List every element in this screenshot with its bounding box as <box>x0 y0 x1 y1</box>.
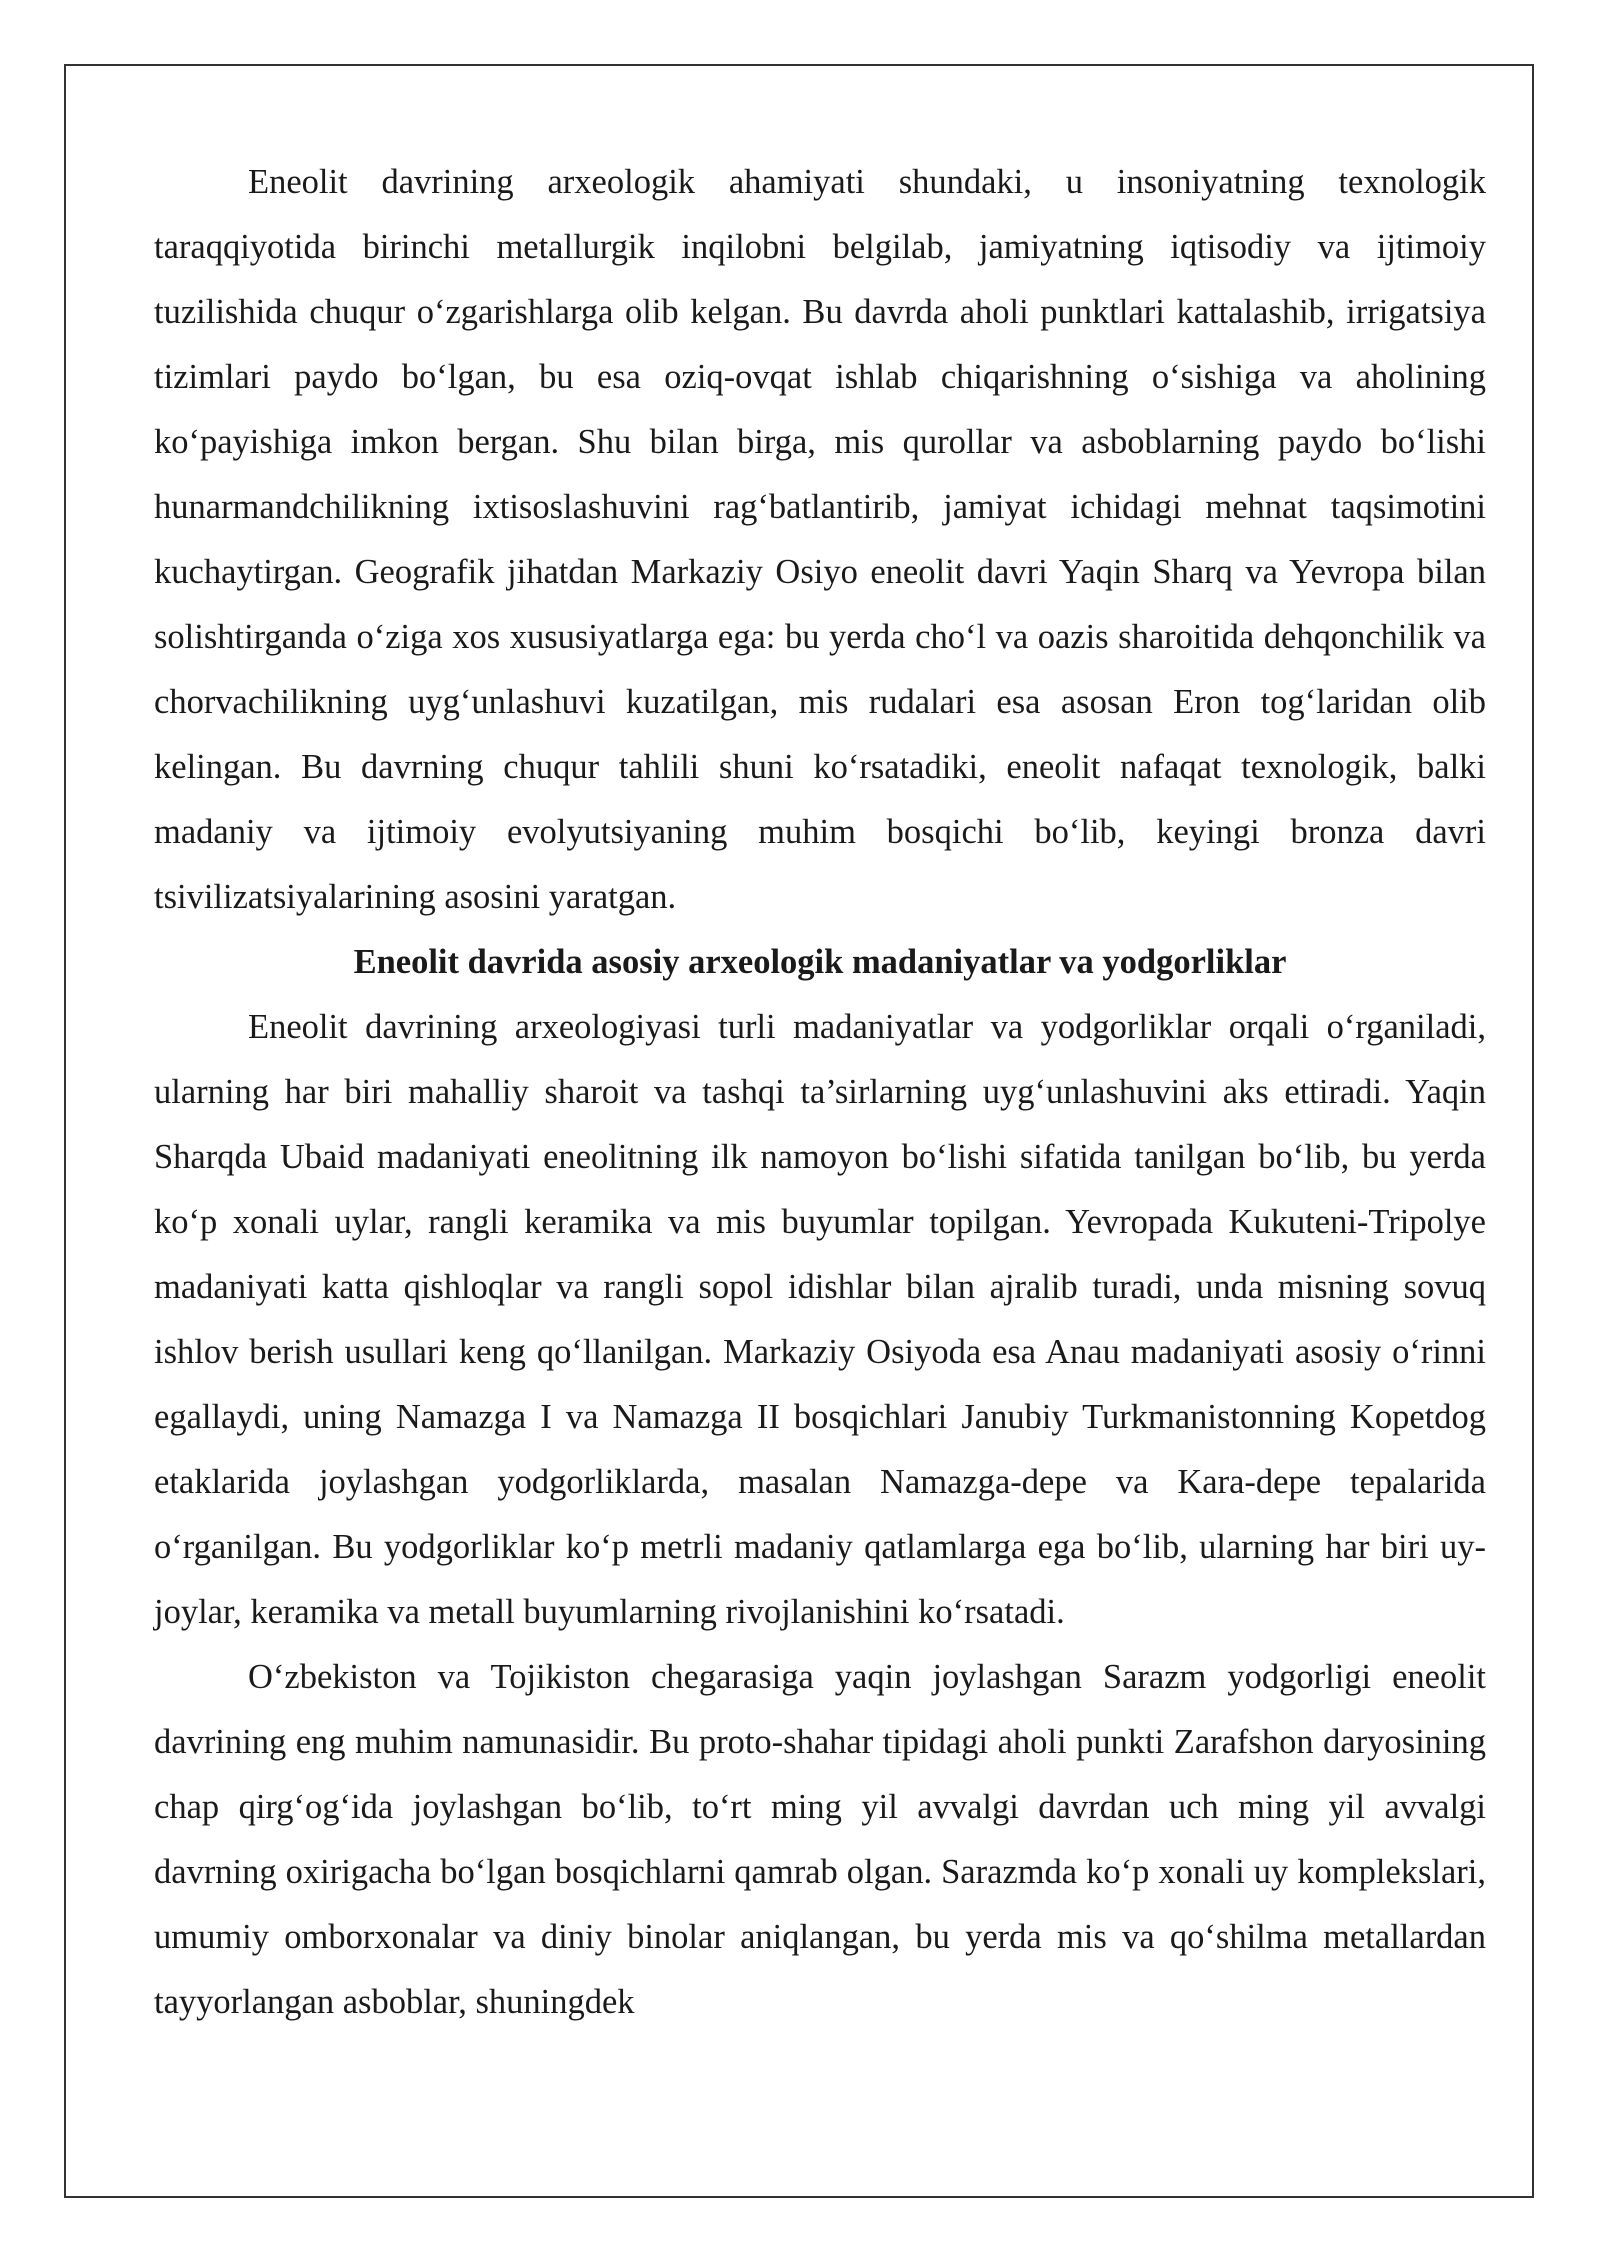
section-heading: Eneolit davrida asosiy arxeologik madaniyatlar va yodgorliklar <box>353 943 1287 981</box>
page-frame <box>64 64 1534 2198</box>
body-paragraph: Eneolit davrining arxeologik ahamiyati shundaki, u insoniyatning texnologik taraqqiyotida birinchi metallurgik inqilobni belgilab, jamiyatning iqtisodiy va ijtimoiy tuzilishida chuqur oʻzgarishlarga olib kelgan. Bu davrda aholi punktlari kattalashib, irrigatsiya tizimlari paydo boʻlgan, bu esa oziq-ovqat ishlab chiqarishning oʻsishiga va aholining koʻpayishiga imkon bergan. Shu bilan birga, mis qurollar va asboblarning paydo boʻlishi hunarmandchilikning ixtisoslashuvini ragʻbatlantirib, jamiyat ichidagi mehnat taqsimotini kuchaytirgan. Geografik jihatdan Markaziy Osiyo eneolit davri Yaqin Sharq va Yevropa bilan solishtirganda oʻziga xos xususiyatlarga ega: bu yerda choʻl va oazis sharoitida dehqonchilik va chorvachilikning uygʻunlashuvi kuzatilgan, mis rudalari esa asosan Eron togʻlaridan olib kelingan. Bu davrning chuqur tahlili shuni koʻrsatadiki, eneolit nafaqat texnologik, balki madaniy va ijtimoiy evolyutsiyaning muhim bosqichi boʻlib, keyingi bronza davri tsivilizatsiyalarining asosini yaratgan. <box>154 163 1486 916</box>
body-paragraph: Eneolit davrining arxeologiyasi turli madaniyatlar va yodgorliklar orqali oʻrganiladi, ularning har biri mahalliy sharoit va tashqi ta’sirlarning uygʻunlashuvini aks ettiradi. Yaqin Sharqda Ubaid madaniyati eneolitning ilk namoyon boʻlishi sifatida tanilgan boʻlib, bu yerda koʻp xonali uylar, rangli keramika va mis buyumlar topilgan. Yevropada Kukuteni-Tripolye madaniyati katta qishloqlar va rangli sopol idishlar bilan ajralib turadi, unda misning sovuq ishlov berish usullari keng qoʻllanilgan. Markaziy Osiyoda esa Anau madaniyati asosiy oʻrinni egallaydi, uning Namazga I va Namazga II bosqichlari Janubiy Turkmanistonning Kopetdog etaklarida joylashgan yodgorliklarda, masalan Namazga-depe va Kara-depe tepalarida oʻrganilgan. Bu yodgorliklar koʻp metrli madaniy qatlamlarga ega boʻlib, ularning har biri uy-joylar, keramika va metall buyumlarning rivojlanishini koʻrsatadi. <box>154 1008 1486 1631</box>
body-paragraph: Oʻzbekiston va Tojikiston chegarasiga yaqin joylashgan Sarazm yodgorligi eneolit davrining eng muhim namunasidir. Bu proto-shahar tipidagi aholi punkti Zarafshon daryosining chap qirgʻogʻida joylashgan boʻlib, toʻrt ming yil avvalgi davrdan uch ming yil avvalgi davrning oxirigacha boʻlgan bosqichlarni qamrab olgan. Sarazmda koʻp xonali uy komplekslari, umumiy omborxonalar va diniy binolar aniqlangan, bu yerda mis va qoʻshilma metallardan tayyorlangan asboblar, shuningdek <box>154 1658 1486 2021</box>
document-body <box>154 150 1486 2035</box>
